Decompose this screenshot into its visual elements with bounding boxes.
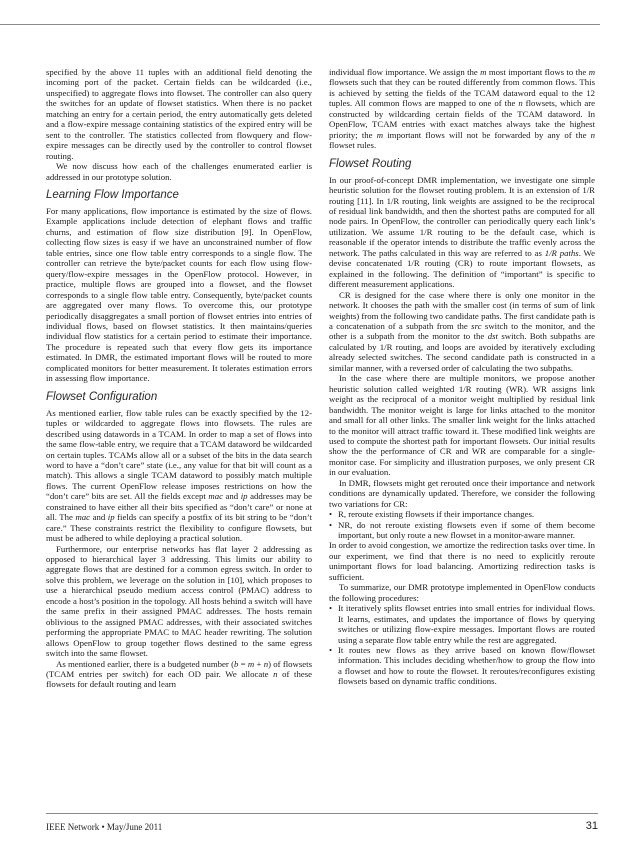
paragraph: To summarize, our DMR prototype implemented in OpenFlow conducts the following procedures: <box>329 582 595 603</box>
paragraph: As mentioned earlier, flow table rules can be exactly specified by the 12-tuples or wildcarded to aggregate flows into flowsets. The rules are described using datawords in a TCAM. In order to map a set of flows into the same flow-table entry, we require that a TCAM dataword be wildcarded on certain tuples. TCAMs allow all or a subset of the bits in the data search word to have a “don’t care” state (i.e., any value for that bit will count as a match). This allows a single TCAM dataword to possibly match multiple flows. The current OpenFlow release imposes restrictions on how the “don’t care” bits are set. All the fields except mac and ip addresses may be constrained to have either all their bits specified as “don’t care” or none at all. The mac and ip fields can specify a postfix of its bit string to be “don’t care.” These constraints restrict the flexibility to configure flowsets, but must be adhered to while deploying a practical solution. <box>46 407 313 544</box>
section-heading-routing: Flowset Routing <box>329 157 412 170</box>
list-item: • It routes new flows as they arrive based on known flow/flowset information. This includes deciding whether/how to group the flow into a flowset and how to route the flowset. It reroutes/reconfigures existing flowsets based on dynamic traffic conditions. <box>329 645 595 687</box>
list-item: • NR, do not reroute existing flowsets even if some of them become important, but only route a new flowset in a monitor-aware manner. <box>329 520 595 541</box>
paragraph: CR is designed for the case where there is only one monitor in the network. It chooses the path with the smaller cost (in terms of sum of link weights) from the following two candidate paths. The first candidate path is a concatenation of a subpath from the src switch to the monitor, and the other is a subpath from the monitor to the dst switch. Both subpaths are calculated by 1/R routing, and loops are avoided by iteratively excluding already selected switches. The second candidate path is constructed in a similar manner, with a reversed order of calculating the two subpaths. <box>329 289 596 373</box>
bullet-list <box>329 603 595 687</box>
bottom-rule <box>46 813 598 814</box>
paragraph: In our proof-of-concept DMR implementation, we investigate one simple heuristic solution for the flowset routing problem. It is an extension of 1/R routing [11]. In 1/R routing, link weights are assigned to be the reciprocal of residual link bandwidth, and then the shortest paths are computed for all node pairs. In OpenFlow, the controller can periodically query each link’s utilization. We assume 1/R routing to be the default case, which is reasonable if the operator intends to distribute the traffic evenly across the network. The paths calculated in this way are referred to as 1/R paths. We devise concatenated 1/R routing (CR) to route important flowsets, as explained in the following. The definition of “important” is specific to different measurement applications. <box>329 174 595 290</box>
right-column <box>329 67 595 687</box>
page-number: 31 <box>585 820 598 832</box>
list-item: • It iteratively splits flowset entries into small entries for individual flows. It learns, estimates, and updates the importance of flows by querying switches or utilizing flow-expire messages. Important flows are routed using a separate flow table entry while the rest are aggregated. <box>329 603 595 645</box>
paragraph: In DMR, flowsets might get rerouted once their importance and network conditions are dynamically updated. Therefore, we consider the following two variations for CR: <box>329 477 595 509</box>
paragraph: For many applications, flow importance is estimated by the size of flows. Example applications include detection of elephant flows and traffic churns, and estimation of flow size distribution [9]. In OpenFlow, collecting flow sizes is easy if we have an unconstrained number of flow table entries, since one flow table entry corresponds to a single flow. The controller can retrieve the byte/packet counts for each flow using flow-query/flow-expire messages in the OpenFlow protocol. However, in practice, multiple flows are grouped into a flowset, and the flowset corresponds to a single flow table entry. Consequently, byte/packet counts are aggregated over many flows. To overcome this, our prototype periodically disaggregates a small portion of flowset entries into entries of individual flows, based on flowset statistics. It then maintains/queries individual flow statistics for a certain period to estimate their importance. The procedure is repeated such that every flow gets its importance estimated. In DMR, the estimated important flows will be routed to more complicated monitors for better measurement. It tolerates estimation errors in assessing flow importance. <box>46 205 312 384</box>
bullet-list <box>329 509 595 540</box>
paragraph: individual flow importance. We assign the m most important flows to the m flowsets such that they can be routed differently from common flows. This is achieved by setting the fields of the TCAM dataword equal to the 12 tuples. All common flows are mapped to one of the n flowsets, which are constructed by wildcarding certain fields of the TCAM dataword. In OpenFlow, TCAM entries with exact matches always take the highest priority; the m important flows will not be forwarded by any of the n flowset rules. <box>329 67 596 151</box>
paragraph: In order to avoid congestion, we amortize the redirection tasks over time. In our experiment, we find that there is no need to explicitly reroute unimportant flows for load balancing. Amortizing redirection tasks is sufficient. <box>329 540 595 582</box>
section-heading-learning: Learning Flow Importance <box>46 188 179 201</box>
paragraph: We now discuss how each of the challenges enumerated earlier is addressed in our prototype solution. <box>46 161 312 182</box>
paragraph: specified by the above 11 tuples with an additional field denoting the incoming port of the packet. Certain fields can be wildcarded (i.e., unspecified) to aggregate flows into flowset. The controller can also query the switches for an update of flowset statistics. When there is no packet matching an entry for a certain period, the entry automatically gets deleted and a flow-expire message containing statistics of the expired entry will be sent to the controller. The statistics collected from flowquery and flow-expire messages can be directly used by the controller to control flowset routing. <box>46 67 312 161</box>
journal-footer: IEEE Network • May/June 2011 <box>46 822 163 832</box>
list-item: • R, reroute existing flowsets if their importance changes. <box>329 509 595 519</box>
paragraph: As mentioned earlier, there is a budgeted number (b = m + n) of flowsets (TCAM entries per switch) for each OD pair. We allocate n of these flowsets for default routing and learn <box>46 658 313 690</box>
section-heading-config: Flowset Configuration <box>46 390 158 403</box>
paragraph: In the case where there are multiple monitors, we propose another heuristic solution called weighted 1/R routing (WR). WR assigns link weight as the reciprocal of a monitor weight multiplied by residual link bandwidth. The monitor weight is large for links attached to the monitor and small for all other links. The smaller link weight for the links attached to the monitor will attract traffic toward it. These modified link weights are used to compute the shortest path for important flowsets. Our initial results show the the performance of CR and WR are comparable for a single-monitor case. For simplicity and illustration purposes, we only present CR in our evaluation. <box>329 373 595 478</box>
left-column <box>46 67 312 690</box>
top-rule <box>0 24 600 25</box>
paragraph: Furthermore, our enterprise networks has flat layer 2 addressing as opposed to hierarchical layer 3 addressing. This limits our ability to aggregate flows that are destined for a common egress switch. In order to solve this problem, we leverage on the solution in [10], which proposes to use a hierarchical pseudo medium access control (PMAC) address to encode a host’s position in the topology. All hosts behind a switch will have the same prefix in their assigned PMAC addresses. The hosts remain oblivious to the assigned PMAC addresses, with their associated switches performing the appropriate PMAC to MAC header rewriting. The solution allows OpenFlow to group together flows destined to the same egress switch into the same flowset. <box>46 543 312 659</box>
